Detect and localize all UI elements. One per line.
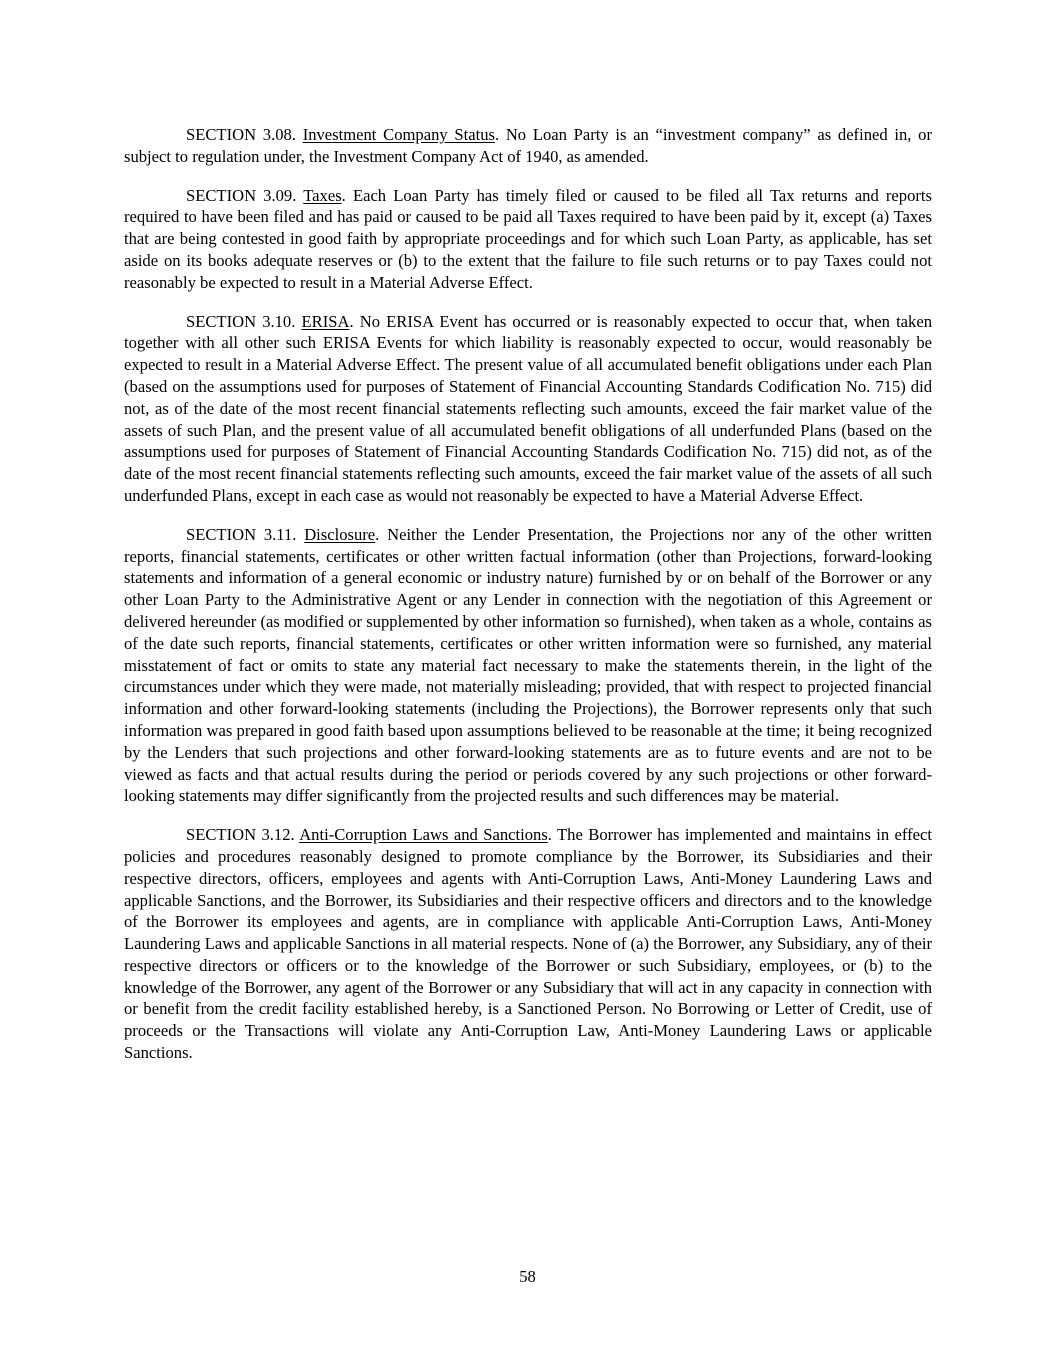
section-3-12 [124, 824, 932, 1064]
section-body: . Each Loan Party has timely filed or caused to be filed all Tax returns and reports required to have been filed and has paid or caused to be paid all Taxes required to have been paid by it, except (a) Taxes that are being contested in good faith by appropriate proceedings and for which such Loan Party, as applicable, has set aside on its books adequate reserves or (b) to the extent that the failure to file such returns or to pay Taxes could not reasonably be expected to result in a Material Adverse Effect. [124, 185, 932, 292]
section-body: . No Loan Party is an “investment company” as defined in, or subject to regulation under, the Investment Company Act of 1940, as amended. [124, 125, 932, 166]
section-number: SECTION 3.09. [186, 185, 297, 205]
section-3-11 [124, 524, 932, 807]
section-body: . No ERISA Event has occurred or is reasonably expected to occur that, when taken together with all other such ERISA Events for which liability is reasonably expected to occur, would reasonably be expected to result in a Material Adverse Effect. The present value of all accumulated benefit obligations under each Plan (based on the assumptions used for purposes of Statement of Financial Accounting Standards Codification No. 715) did not, as of the date of the most recent financial statements reflecting such amounts, exceed the fair market value of the assets of such Plan, and the present value of all accumulated benefit obligations of all underfunded Plans (based on the assumptions used for purposes of Statement of Financial Accounting Standards Codification No. 715) did not, as of the date of the most recent financial statements reflecting such amounts, exceed the fair market value of the assets of all such underfunded Plans, except in each case as would not reasonably be expected to have a Material Adverse Effect. [124, 311, 932, 505]
section-number: SECTION 3.08. [186, 125, 296, 144]
section-number: SECTION 3.10. [186, 311, 296, 331]
section-body: . The Borrower has implemented and maintains in effect policies and procedures reasonably designed to promote compliance by the Borrower, its Subsidiaries and their respective directors, officers, employees and agents with Anti-Corruption Laws, Anti-Money Laundering Laws and applicable Sanctions, and the Borrower, its Subsidiaries and their respective officers and directors and to the knowledge of the Borrower its employees and agents, are in compliance with applicable Anti-Corruption Laws, Anti-Money Laundering Laws and applicable Sanctions in all material respects. None of (a) the Borrower, any Subsidiary, any of their respective directors or officers or to the knowledge of the Borrower or such Subsidiary, employees, or (b) to the knowledge of the Borrower, any agent of the Borrower or any Subsidiary that will act in any capacity in connection with or benefit from the credit facility established hereby, is a Sanctioned Person. No Borrowing or Letter of Credit, use of proceeds or the Transactions will violate any Anti-Corruption Law, Anti-Money Laundering Laws or applicable Sanctions. [124, 825, 933, 1063]
section-3-09 [124, 185, 932, 294]
document-page [124, 124, 932, 1081]
section-heading: ERISA [301, 311, 350, 331]
section-3-08 [124, 124, 932, 168]
section-3-10 [124, 311, 932, 507]
section-heading: Taxes [303, 185, 342, 205]
section-heading: Anti-Corruption Laws and Sanctions [299, 825, 548, 845]
page-number: 58 [519, 1267, 536, 1286]
section-number: SECTION 3.11. [186, 524, 297, 544]
section-heading: Investment Company Status [302, 125, 495, 144]
section-body: . Neither the Lender Presentation, the Projections nor any of the other written reports, financial statements, certificates or other written factual information (other than Projections, forward-looking statements and information of a general economic or industry nature) furnished by or on behalf of the Borrower or any other Loan Party to the Administrative Agent or any Lender in connection with the negotiation of this Agreement or delivered hereunder (as modified or supplemented by other information so furnished), when taken as a whole, contains as of the date such reports, financial statements, certificates or other written information were so furnished, any material misstatement of fact or omits to state any material fact necessary to make the statements therein, in the light of the circumstances under which they were made, not materially misleading; provided, that with respect to projected financial information and other forward-looking statements (including the Projections), the Borrower represents only that such information was prepared in good faith based upon assumptions believed to be reasonable at the time; it being recognized by the Lenders that such projections and other forward-looking statements are as to future events and are not to be viewed as facts and that actual results during the period or periods covered by any such projections or other forward-looking statements may differ significantly from the projected results and such differences may be material. [124, 524, 932, 806]
section-number: SECTION 3.12. [186, 825, 295, 845]
section-heading: Disclosure [304, 524, 376, 544]
